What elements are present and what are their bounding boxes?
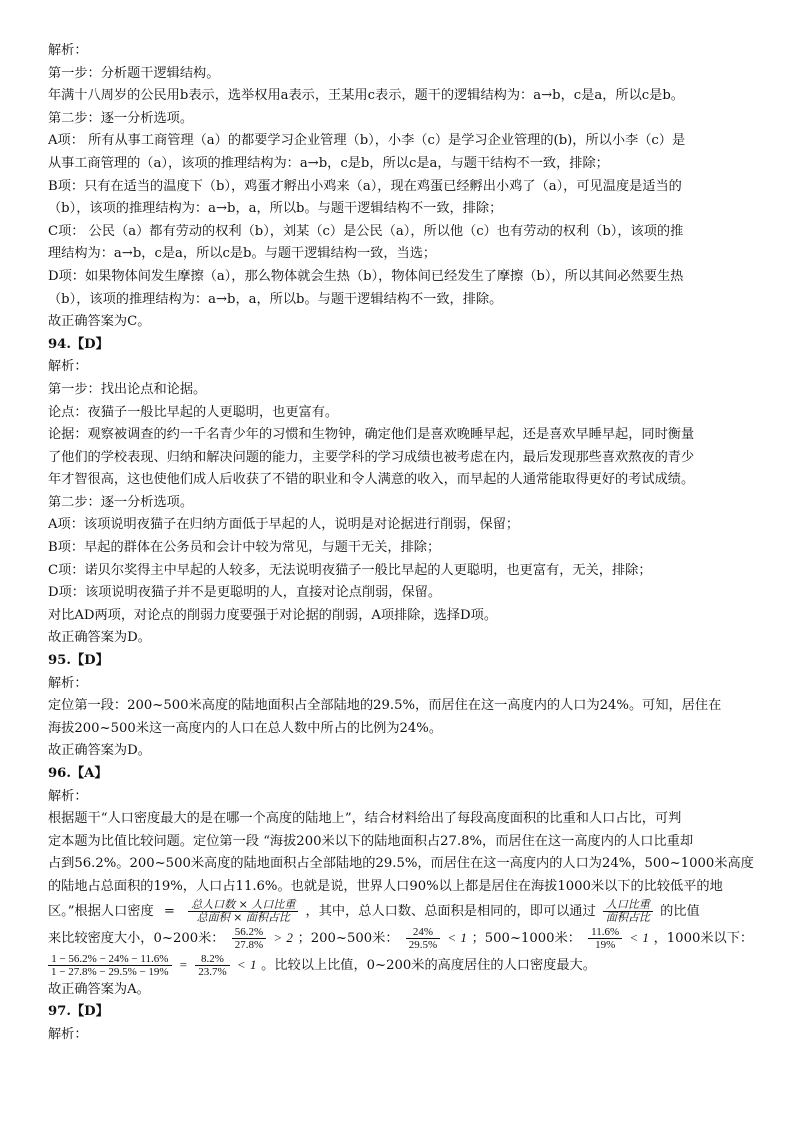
ratio-0-200-denominator: 27.8%: [234, 938, 264, 951]
equals-sign-2: =: [178, 956, 189, 972]
q93-option-a-line1: A项： 所有从事工商管理（a）的都要学习企业管理（b），小李（c）是学习企业管理的(b)，所以小李（c）是: [48, 133, 686, 149]
q96-text-line3: 占到56.2%。200~500米高度的陆地面积占全部陆地的29.5%，而居住在这一高度内的人口为24%，500~1000米高度: [48, 856, 754, 872]
q94-step1: 第一步：找出论点和论据。: [48, 381, 207, 397]
q93-option-c-line2: 理结构为：a→b，c是a，所以c是b。与题干逻辑结构一致，当选；: [48, 246, 437, 262]
q93-analysis-label: 解析：: [48, 43, 88, 58]
ratio-above-1000-result: < 1: [236, 956, 257, 972]
q95-locate-line2: 海拔200~500米这一高度内的人口在总人数中所占的比例为24%。: [48, 720, 443, 736]
q93-option-b-line1: B项：只有在适当的温度下（b），鸡蛋才孵出小鸡来（a），现在鸡蛋已经孵出小鸡了（a），可见温度是适当的: [48, 178, 682, 194]
q93-option-c-line1: C项： 公民（a）都有劳动的权利（b），刘某（c）是公民（a），所以他（c）也有劳动的权利（b），该项的推: [48, 223, 684, 239]
q94-option-b: B项：早起的群体在公务员和会计中较为常见，与题干无关，排除；: [48, 540, 441, 556]
q93-step2: 第二步：逐一分析选项。: [48, 110, 194, 126]
ratio-500-1000-denominator: 19%: [595, 938, 616, 951]
ratio-200-500-denominator: 29.5%: [408, 938, 438, 951]
ratio-above-1000-denominator: 1 − 27.8% − 29.5% − 19%: [51, 965, 169, 978]
q94-evidence-line2: 了他们的学校表现、归纳和解决问题的能力，主要学科的学习成绩也被考虑在内，最后发现那些喜欢熬夜的青少: [48, 449, 695, 465]
ratio-above-1000-fraction: [48, 953, 172, 978]
ratio-above-1000-numerator: 1 − 56.2% − 24% − 11.6%: [48, 953, 172, 966]
q96-text-line2: 定本题为比值比较问题。定位第一段 “海拔200米以下的陆地面积占27.8%，而居住在这一高度内的人口比重却: [48, 833, 694, 849]
q93-option-b-line2: （b），该项的推理结构为：a→b，a，所以b。与题干逻辑结构不一致，排除；: [48, 201, 503, 217]
q96-conclusion: 。比较以上比值，0~200米的高度居住的人口密度最大。: [261, 957, 596, 973]
ratio-200-500-result: < 1: [447, 929, 468, 945]
ratio-0-200-fraction: [232, 926, 266, 951]
q94-number: 94.【D】: [48, 336, 109, 352]
q96-number: 96.【A】: [48, 766, 108, 781]
ratio-200-500-fraction: [406, 926, 440, 951]
q96-density-formula-line: [48, 899, 760, 925]
ratio-numerator: 人口比重: [603, 899, 653, 912]
q94-evidence-line3: 年才智很高，这也使他们成人后收获了不错的职业和令人满意的收入，而早起的人通常能取得更好的考试成绩。: [48, 472, 695, 488]
q96-text-line1: 根据题干“人口密度最大的是在哪一个高度的陆地上”，结合材料给出了每段高度面积的比重和人口占比，可判: [48, 811, 682, 827]
ratio-500-1000-numerator: 11.6%: [588, 926, 622, 939]
equals-sign: =: [163, 903, 175, 919]
ratio-denominator: 面积占比: [605, 910, 650, 924]
q93-step1: 第一步：分析题干逻辑结构。: [48, 65, 220, 81]
q93-option-a-line2: 从事工商管理的（a），该项的推理结构为：a→b，c是b，所以c是a，与题干结构不一致，排除；: [48, 155, 609, 171]
q94-answer: 故正确答案为D。: [48, 630, 151, 646]
ratio-500-1000-result: < 1: [629, 929, 650, 945]
q94-comparison: 对比AD两项，对论点的削弱力度要强于对论据的削弱，A项排除，选择D项。: [48, 607, 498, 623]
ratio-fraction: [603, 899, 653, 924]
q93-option-d-line1: D项：如果物体间发生摩擦（a），那么物体就会生热（b），物体间已经发生了摩擦（b），所以其间必然要生热: [48, 268, 684, 284]
q93-option-d-line2: （b），该项的推理结构为：a→b，a，所以b。与题干逻辑结构不一致，排除。: [48, 291, 503, 307]
ratio-simplified-numerator: 8.2%: [195, 953, 229, 966]
ratio-0-200-result: > 2: [273, 929, 294, 945]
ratio-200-500-numerator: 24%: [406, 926, 440, 939]
q94-step2: 第二步：逐一分析选项。: [48, 494, 194, 510]
q94-evidence-line1: 论据：观察被调查的约一千名青少年的习惯和生物钟，确定他们是喜欢晚睡早起，还是喜欢早睡早起，同时衡量: [48, 427, 695, 443]
ratio-500-1000-fraction: [588, 926, 622, 951]
q96-ratio-line2: [48, 952, 760, 979]
q96-text-line5-start: 区。”根据人口密度: [48, 903, 154, 919]
q96-ratio-line: [48, 925, 760, 952]
q97-number: 97.【D】: [48, 1004, 109, 1020]
q94-option-c: C项：诺贝尔奖得主中早起的人较多，无法说明夜猫子一般比早起的人更聪明，也更富有，无关，排除；: [48, 562, 652, 578]
q96-text-line5-end: 的比值: [660, 903, 700, 919]
ratio-0-200-label: 来比较密度大小，0~200米：: [48, 930, 225, 946]
q94-option-a: A项：该项说明夜猫子在归纳方面低于早起的人，说明是对论据进行削弱，保留；: [48, 517, 520, 533]
q96-text-line5-mid: ，其中，总人口数、总面积是相同的，即可以通过: [305, 903, 596, 919]
density-formula-fraction: [188, 899, 298, 924]
q96-text-line4: 的陆地占总面积的19%，人口占11.6%。也就是说，世界人口90%以上都是居住在海拔1000米以下的比较低平的地: [48, 878, 723, 894]
q96-answer: 故正确答案为A。: [48, 981, 150, 997]
q95-answer: 故正确答案为D。: [48, 743, 151, 759]
ratio-0-200-numerator: 56.2%: [232, 926, 266, 939]
q94-argument: 论点：夜猫子一般比早起的人更聪明，也更富有。: [48, 404, 339, 420]
ratio-above-1000-simplified: [195, 953, 229, 978]
q93-answer: 故正确答案为C。: [48, 314, 151, 330]
density-numerator: 总人口数 × 人口比重: [188, 899, 298, 912]
q95-analysis-label: 解析：: [48, 675, 88, 691]
q97-analysis-label: 解析：: [48, 1026, 88, 1042]
q96-analysis-label: 解析：: [48, 788, 88, 804]
density-denominator: 总面积 × 面积占比: [196, 910, 290, 924]
q95-locate-line1: 定位第一段：200~500米高度的陆地面积占全部陆地的29.5%，而居住在这一高度内的人口为24%。可知，居住在: [48, 698, 722, 714]
ratio-500-1000-label: ；500~1000米：: [471, 930, 581, 946]
ratio-200-500-label: ；200~500米：: [297, 930, 399, 946]
ratio-simplified-denominator: 23.7%: [198, 965, 227, 978]
q93-stem-structure: 年满十八周岁的公民用b表示，选举权用a表示，王某用c表示，题干的逻辑结构为：a→b，c是a，所以c是b。: [48, 88, 684, 104]
q94-option-d: D项：该项说明夜猫子并不是更聪明的人，直接对论点削弱，保留。: [48, 585, 442, 601]
q94-analysis-label: 解析：: [48, 359, 88, 375]
q95-number: 95.【D】: [48, 653, 109, 669]
ratio-above-1000-label: ，1000米以下：: [653, 930, 754, 946]
